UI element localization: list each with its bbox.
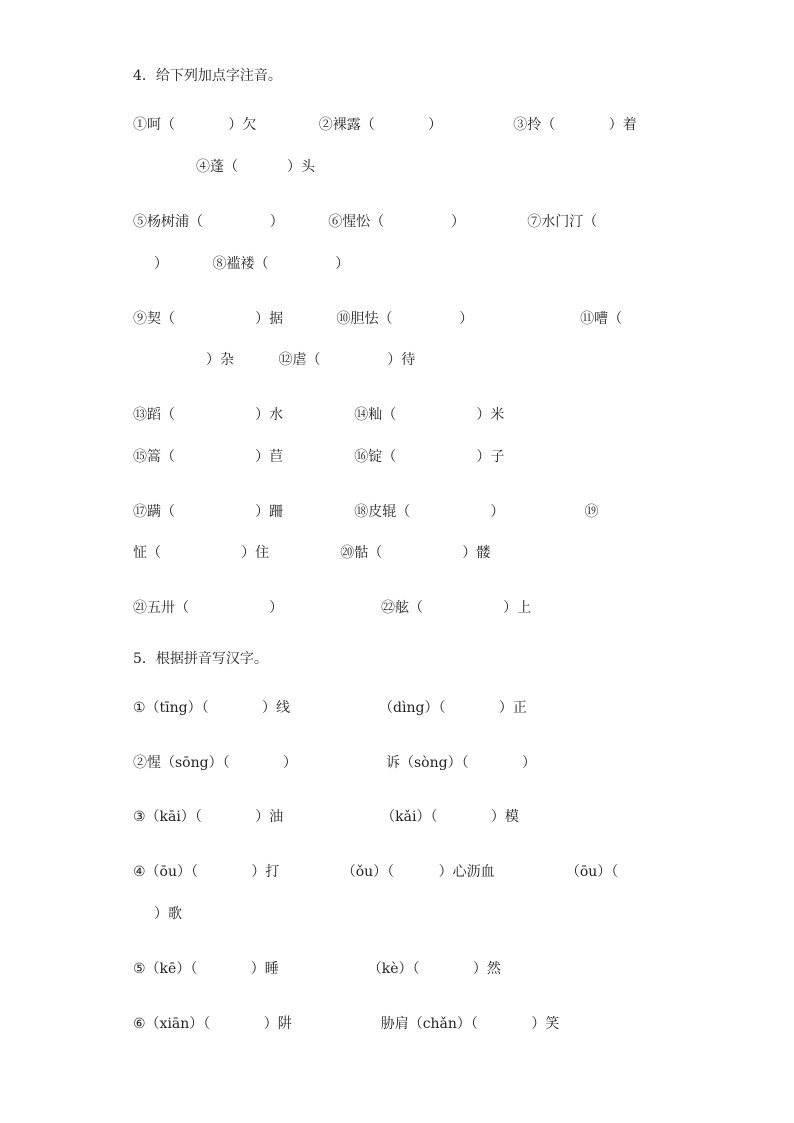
s5-line-7: ⑥（xiān）（ ）阱 胁肩（chǎn）（ ）笑 — [133, 1016, 560, 1032]
s4-line-5: ⑨契（ ）据 ⑩胆怯（ ） ⑪嘈（ — [133, 311, 623, 327]
s4-line-6: ）杂 ⑫虐（ ）待 — [206, 352, 416, 368]
s4-line-2: ④蓬（ ）头 — [196, 159, 315, 175]
section-4-heading: 4．给下列加点字注音。 — [133, 68, 282, 84]
s4-line-1: ①呵（ ）欠 ②裸露（ ） ③拎（ ）着 — [133, 117, 637, 133]
s4-line-9: ⑰蹒（ ）跚 ⑱皮辊（ ） ⑲ — [133, 504, 599, 520]
s4-line-3: ⑤杨树浦（ ） ⑥惺忪（ ） ⑦水门汀（ — [133, 214, 598, 230]
s4-line-10: 怔（ ）住 ⑳骷（ ）髅 — [133, 545, 491, 561]
s4-line-8: ⑮篙（ ）苣 ⑯锭（ ）子 — [133, 449, 505, 465]
s5-line-4: ④（ōu）（ ）打 （ǒu）（ ）心沥血 （ōu）（ — [133, 864, 619, 880]
s4-line-11: ㉑五卅（ ） ㉒舷（ ）上 — [133, 600, 532, 616]
s5-line-5: ）歌 — [154, 906, 182, 922]
s4-line-4: ） ⑧褴褛（ ） — [154, 256, 350, 272]
s5-line-6: ⑤（kē）（ ）睡 （kè）（ ）然 — [133, 961, 501, 977]
s5-line-3: ③（kāi）（ ）油 （kǎi）（ ）模 — [133, 809, 519, 825]
s5-line-1: ①（tīng）（ ）线 （dìng）（ ）正 — [133, 700, 527, 716]
section-5-heading: 5．根据拼音写汉字。 — [133, 651, 268, 667]
s4-line-7: ⑬蹈（ ）水 ⑭籼（ ）米 — [133, 407, 505, 423]
s5-line-2: ②惺（sōng）（ ） 诉（sòng）（ ） — [133, 755, 536, 771]
